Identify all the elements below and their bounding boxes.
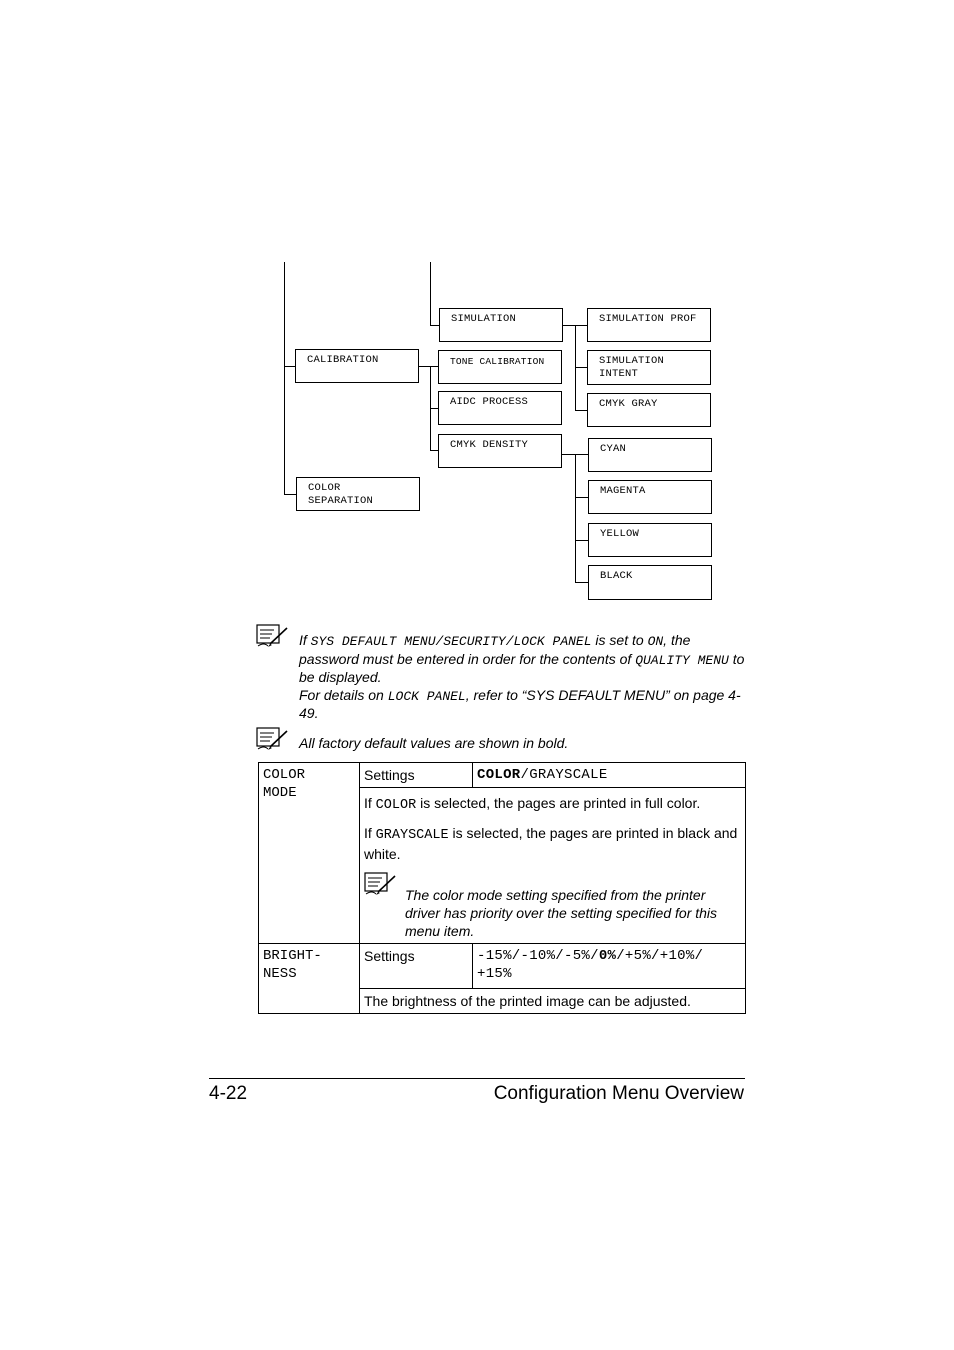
note-code: SYS DEFAULT MENU/SECURITY/LOCK PANEL [310, 634, 592, 649]
description-text [364, 794, 741, 815]
tree-connector [575, 497, 588, 498]
menu-box-cmyk-density: CMYK DENSITY [438, 434, 562, 468]
description-text: is selected, the pages are printed in full color. [416, 795, 701, 811]
note-text: If [299, 632, 311, 648]
setting-name-color-mode: COLOR MODE [259, 763, 360, 944]
note-icon [256, 624, 290, 648]
note-text: is set to [591, 632, 648, 648]
tree-connector [284, 494, 296, 495]
table-row [259, 944, 746, 989]
tree-connector [575, 582, 588, 583]
tree-connector [284, 262, 285, 495]
tree-connector [562, 454, 576, 455]
tree-connector [575, 367, 587, 368]
menu-box-yellow: YELLOW [588, 523, 712, 557]
tree-connector [430, 262, 431, 326]
menu-box-black: BLACK [588, 565, 712, 600]
setting-name-brightness: BRIGHT- NESS [259, 944, 360, 1014]
description-brightness: The brightness of the printed image can be adjusted. [360, 989, 746, 1014]
settings-label: Settings [360, 763, 473, 788]
footer-divider [209, 1078, 745, 1079]
note-code: ON [647, 634, 664, 649]
tree-connector [575, 325, 587, 326]
menu-box-calibration: CALIBRATION [295, 349, 419, 383]
note-icon [256, 727, 290, 751]
menu-box-cmyk-gray: CMYK GRAY [587, 393, 711, 427]
note-code: QUALITY MENU [635, 652, 729, 668]
description-color-mode [360, 788, 746, 944]
tree-connector [575, 540, 588, 541]
settings-label: Settings [360, 944, 473, 989]
settings-value-text: -15%/-10%/-5%/ [477, 948, 599, 964]
tree-connector [575, 325, 576, 411]
description-text: is selected, the pages are printed in black and white. [364, 825, 738, 862]
table-row [259, 763, 746, 788]
settings-value-text: /GRAYSCALE [520, 767, 608, 783]
description-code: GRAYSCALE [375, 828, 449, 843]
menu-box-cyan: CYAN [588, 438, 712, 472]
note-text: For details on [299, 686, 388, 703]
tree-connector [430, 325, 439, 326]
note-printer-driver [364, 872, 741, 940]
menu-box-tone-calibration: TONE CALIBRATION [438, 350, 562, 384]
menu-box-simulation: SIMULATION [439, 308, 563, 342]
note-lock-panel [299, 632, 749, 723]
default-value: COLOR [477, 767, 521, 783]
note-defaults-bold: All factory default values are shown in bold. [299, 735, 569, 751]
page-number: 4-22 [209, 1083, 248, 1104]
tree-connector [562, 325, 576, 326]
menu-box-magenta: MAGENTA [588, 480, 712, 514]
tree-connector [575, 454, 576, 583]
description-text: If [364, 795, 376, 811]
settings-values-brightness [473, 944, 746, 989]
menu-box-simulation-prof: SIMULATION PROF [587, 308, 711, 342]
menu-box-simulation-intent: SIMULATION INTENT [587, 350, 711, 385]
tree-connector [575, 410, 587, 411]
note-text: to be displayed. [299, 650, 745, 685]
description-code: COLOR [375, 798, 417, 813]
menu-box-aidc-process: AIDC PROCESS [438, 391, 562, 425]
tree-connector [575, 454, 588, 455]
settings-table [258, 762, 746, 1014]
description-text [364, 824, 741, 863]
note-icon [364, 872, 398, 896]
menu-box-color-separation: COLOR SEPARATION [296, 477, 420, 511]
section-title: Configuration Menu Overview [493, 1083, 744, 1104]
note-text: , refer to “SYS DEFAULT MENU” on page 4-49. [299, 686, 741, 721]
description-text: If [364, 825, 376, 841]
note-text: , the password must be entered in order for the contents of [299, 632, 691, 667]
default-value: 0% [598, 948, 617, 964]
note-code: LOCK PANEL [387, 688, 466, 704]
settings-value-text: /+5%/+10%/ +15% [477, 948, 704, 982]
note-text: The color mode setting specified from the printer driver has priority over the setting specified for this menu item. [405, 887, 718, 939]
tree-connector [419, 366, 430, 367]
settings-values-color-mode [473, 763, 746, 788]
